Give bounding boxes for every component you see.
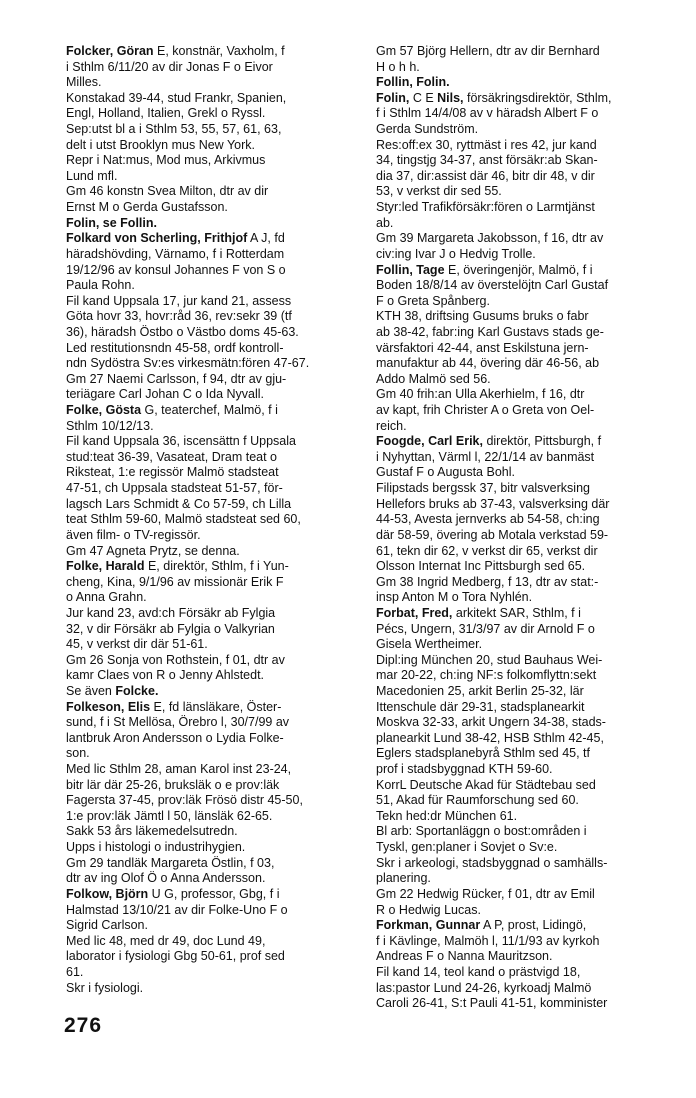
text-line: [376, 153, 672, 169]
entry-text: Med lic 48, med dr 49, doc Lund 49,: [66, 933, 266, 948]
entry-text: direktör, Pittsburgh, f: [482, 434, 602, 449]
entry-text: KorrL Deutsche Akad für Städtebau sed: [376, 777, 596, 792]
entry-text: civ:ing Ivar J o Hedvig Trolle.: [376, 246, 536, 261]
entry-name: Folkard von Scherling, Frithjof: [66, 231, 248, 246]
entry-text: Olsson Internat Inc Pittsburgh sed 65.: [376, 559, 586, 574]
entry-text: lagsch Lars Schmidt & Co 57-59, ch Lilla: [66, 496, 292, 511]
text-line: [66, 419, 362, 435]
entry-name: Folcke.: [115, 683, 159, 698]
text-line: [66, 809, 362, 825]
entry-text: 32, v dir Försäkr ab Fylgia o Valkyrian: [66, 621, 275, 636]
entry-text: 45, v verkst dir där 51-61.: [66, 637, 208, 652]
text-line: [66, 653, 362, 669]
text-line: [66, 60, 362, 76]
entry-text: Led restitutionsndn 45-58, ordf kontroll-: [66, 340, 284, 355]
entry-text: las:pastor Lund 24-26, kyrkoadj Malmö: [376, 980, 592, 995]
entry-text: även film- o TV-regissör.: [66, 527, 201, 542]
entry-text: E, konstnär, Vaxholm, f: [153, 44, 285, 58]
entry-text: Pécs, Ungern, 31/3/97 av dir Arnold F o: [376, 621, 595, 636]
text-line: [376, 762, 672, 778]
text-line: [376, 169, 672, 185]
text-line: [66, 840, 362, 856]
entry-text: dtr av ing Olof Ö o Anna Andersson.: [66, 871, 266, 886]
entry-text: Ittenschule där 29-31, stadsplanearkit: [376, 699, 585, 714]
text-line: [376, 325, 672, 341]
entry-name: Forbat, Fred,: [376, 605, 453, 620]
entry-text: Sep:utst bl a i Sthlm 53, 55, 57, 61, 63,: [66, 122, 282, 137]
entry-text: C E: [412, 90, 438, 105]
text-line: [376, 934, 672, 950]
text-line: [66, 544, 362, 560]
text-line: [66, 247, 362, 263]
entry-text: Bl arb: Sportanläggn o bost:områden i: [376, 824, 587, 839]
text-line: [66, 91, 362, 107]
text-line: [376, 91, 672, 107]
entry-text: Gm 29 tandläk Margareta Östlin, f 03,: [66, 855, 275, 870]
entry-text: Fil kand 14, teol kand o prästvigd 18,: [376, 964, 581, 979]
entry-text: Sigrid Carlson.: [66, 918, 148, 933]
text-line: [376, 309, 672, 325]
text-line: [66, 403, 362, 419]
text-line: [376, 653, 672, 669]
entry-text: E, fd länsläkare, Öster-: [150, 699, 282, 714]
entry-text: Ernst M o Gerda Gustafsson.: [66, 200, 228, 215]
entry-text: delt i utst Brooklyn mus New York.: [66, 137, 255, 152]
entry-text: Med lic Sthlm 28, aman Karol inst 23-24,: [66, 762, 292, 777]
entry-text: Caroli 26-41, S:t Pauli 41-51, komminister: [376, 996, 608, 1011]
entry-text: Boden 18/8/14 av överstelöjtn Carl Gustaf: [376, 278, 609, 293]
text-line: [376, 684, 672, 700]
text-line: [66, 278, 362, 294]
entry-text: Engl, Holland, Italien, Grekl o Ryssl.: [66, 106, 266, 121]
text-line: [66, 856, 362, 872]
entry-text: Sthlm 10/12/13.: [66, 418, 154, 433]
entry-name: Folke, Harald: [66, 559, 145, 574]
entry-name: Folin,: [376, 90, 413, 105]
entry-text: Filipstads bergssk 37, bitr valsverksing: [376, 481, 590, 496]
text-line: [376, 778, 672, 794]
entry-text: teriägare Carl Johan C o Ida Nyvall.: [66, 387, 265, 402]
entry-text: Jur kand 23, avd:ch Försäkr ab Fylgia: [66, 605, 276, 620]
text-line: [66, 684, 362, 700]
text-line: [376, 871, 672, 887]
entry-text: G, teaterchef, Malmö, f i: [141, 403, 278, 418]
entry-text: Dipl:ing München 20, stud Bauhaus Wei-: [376, 652, 603, 667]
entry-text: Gm 46 konstn Svea Milton, dtr av dir: [66, 184, 269, 199]
entry-text: Gm 38 Ingrid Medberg, f 13, dtr av stat:-: [376, 574, 599, 589]
text-line: [376, 356, 672, 372]
text-line: [66, 481, 362, 497]
text-line: [66, 668, 362, 684]
entry-text: Skr i fysiologi.: [66, 980, 144, 995]
entry-text: teat Sthlm 59-60, Malmö stadsteat sed 60,: [66, 512, 301, 527]
entry-text: R o Hedwig Lucas.: [376, 902, 481, 917]
text-line: [66, 622, 362, 638]
text-line: [376, 372, 672, 388]
text-line: [66, 200, 362, 216]
text-line: [66, 700, 362, 716]
entry-text: laborator i fysiologi Gbg 50-61, prof sed: [66, 949, 285, 964]
text-line: [66, 606, 362, 622]
text-line: [376, 590, 672, 606]
text-line: [66, 294, 362, 310]
entry-name: Folcker, Göran: [66, 44, 154, 58]
text-line: [66, 575, 362, 591]
entry-text: 19/12/96 av konsul Johannes F von S o: [66, 262, 286, 277]
text-line: [66, 169, 362, 185]
text-line: [66, 746, 362, 762]
text-line: [376, 637, 672, 653]
text-line: [376, 981, 672, 997]
entry-name: Folke, Gösta: [66, 403, 142, 418]
text-line: [66, 184, 362, 200]
right-column: [376, 44, 672, 1012]
entry-text: Gm 57 Björg Hellern, dtr av dir Bernhard: [376, 44, 600, 58]
text-line: [66, 871, 362, 887]
entry-text: Andreas F o Nanna Mauritzson.: [376, 949, 553, 964]
entry-name: Nils,: [437, 90, 464, 105]
entry-text: mar 20-22, ch:ing NF:s folkomflyttn:sekt: [376, 668, 597, 683]
entry-text: Fil kand Uppsala 17, jur kand 21, assess: [66, 293, 292, 308]
entry-text: A P, prost, Lidingö,: [480, 918, 587, 933]
entry-text: försäkringsdirektör, Sthlm,: [463, 90, 612, 105]
entry-text: Tekn hed:dr München 61.: [376, 808, 518, 823]
entry-text: 44-53, Avesta jernverks ab 54-58, ch:ing: [376, 512, 600, 527]
entry-text: Gm 47 Agneta Prytz, se denna.: [66, 543, 240, 558]
entry-text: Fil kand Uppsala 36, iscensättn f Uppsala: [66, 434, 296, 449]
entry-text: Tyskl, gen:planer i Sovjet o Sv:e.: [376, 840, 558, 855]
text-line: [66, 981, 362, 997]
text-line: [66, 590, 362, 606]
entry-text: Gm 40 frih:an Ulla Akerhielm, f 16, dtr: [376, 387, 585, 402]
text-line: [376, 903, 672, 919]
entry-text: 47-51, ch Uppsala stadsteat 51-57, för-: [66, 481, 283, 496]
text-line: [376, 341, 672, 357]
text-line: [376, 465, 672, 481]
text-line: [376, 138, 672, 154]
text-line: [376, 44, 672, 60]
entry-text: planering.: [376, 871, 431, 886]
entry-text: Gm 39 Margareta Jakobsson, f 16, dtr av: [376, 231, 604, 246]
text-line: [376, 965, 672, 981]
entry-text: Macedonien 25, arkit Berlin 25-32, lär: [376, 683, 584, 698]
entry-text: 36), häradsh Östbo o Västbo doms 45-63.: [66, 324, 299, 339]
entry-text: Skr i arkeologi, stadsbyggnad o samhälls-: [376, 855, 608, 870]
text-line: [66, 450, 362, 466]
text-line: [66, 372, 362, 388]
text-line: [376, 106, 672, 122]
text-line: [376, 278, 672, 294]
entry-text: i Sthlm 6/11/20 av dir Jonas F o Eivor: [66, 59, 273, 74]
entry-text: Göta hovr 33, hovr:råd 36, rev:sekr 39 (tf: [66, 309, 292, 324]
text-line: [66, 497, 362, 513]
text-line: [376, 60, 672, 76]
text-line: [66, 559, 362, 575]
text-line: [376, 700, 672, 716]
entry-text: Sakk 53 års läkemedelsutredn.: [66, 824, 238, 839]
text-line: [376, 200, 672, 216]
entry-text: i Nyhyttan, Värml l, 22/1/14 av banmäst: [376, 449, 595, 464]
entry-text: Gm 22 Hedwig Rücker, f 01, dtr av Emil: [376, 886, 595, 901]
entry-text: värsfaktori 42-44, anst Eskilstuna jern-: [376, 340, 589, 355]
text-line: [66, 824, 362, 840]
entry-text: ab.: [376, 215, 394, 230]
entry-name: Folin, se Follin.: [66, 215, 157, 230]
left-column: [66, 44, 362, 996]
entry-text: ab 38-42, fabr:ing Karl Gustavs stads ge-: [376, 324, 604, 339]
entry-text: Gisela Wertheimer.: [376, 637, 483, 652]
entry-text: Hellefors bruks ab 37-43, valsverksing där: [376, 496, 610, 511]
text-line: [376, 184, 672, 200]
text-line: [376, 824, 672, 840]
entry-name: Follin, Tage: [376, 262, 445, 277]
entry-text: insp Anton M o Tora Nyhlén.: [376, 590, 533, 605]
text-line: [376, 75, 672, 91]
entry-text: 51, Akad für Raumforschung sed 60.: [376, 793, 579, 808]
entry-text: Konstakad 39-44, stud Frankr, Spanien,: [66, 90, 287, 105]
entry-text: av kapt, frih Christer A o Greta von Oel-: [376, 403, 595, 418]
text-line: [376, 263, 672, 279]
text-line: [66, 309, 362, 325]
entry-text: Addo Malmö sed 56.: [376, 371, 491, 386]
entry-text: f i Kävlinge, Malmöh l, 11/1/93 av kyrkoh: [376, 933, 600, 948]
text-line: [376, 731, 672, 747]
entry-text: ndn Sydöstra Sv:es virkesmätn:fören 47-67.: [66, 356, 310, 371]
entry-text: lantbruk Aron Andersson o Lydia Folke-: [66, 730, 284, 745]
entry-text: E, direktör, Sthlm, f i Yun-: [144, 559, 289, 574]
entry-text: son.: [66, 746, 90, 761]
text-line: [376, 528, 672, 544]
text-line: [66, 778, 362, 794]
text-line: [376, 996, 672, 1012]
entry-text: 61.: [66, 964, 84, 979]
text-line: [66, 106, 362, 122]
text-line: [66, 512, 362, 528]
text-line: [66, 231, 362, 247]
text-line: [376, 512, 672, 528]
text-line: [376, 918, 672, 934]
entry-text: prof i stadsbyggnad KTH 59-60.: [376, 762, 553, 777]
text-line: [376, 575, 672, 591]
text-line: [66, 356, 362, 372]
entry-text: sund, f i St Mellösa, Örebro l, 30/7/99 av: [66, 715, 290, 730]
entry-text: Moskva 32-33, arkit Ungern 34-38, stads-: [376, 715, 606, 730]
entry-text: Styr:led Trafikförsäkr:fören o Larmtjänst: [376, 200, 595, 215]
text-line: [66, 793, 362, 809]
entry-text: F o Greta Spånberg.: [376, 293, 490, 308]
text-line: [376, 450, 672, 466]
entry-text: 34, tingstjg 34-37, anst försäkr:ab Skan-: [376, 153, 598, 168]
page-number: 276: [64, 1014, 103, 1037]
text-line: [376, 746, 672, 762]
text-line: [66, 887, 362, 903]
text-line: [66, 387, 362, 403]
text-line: [66, 465, 362, 481]
entry-text: Se även: [66, 683, 116, 698]
entry-text: planearkit Lund 38-42, HSB Sthlm 42-45,: [376, 730, 604, 745]
entry-name: Forkman, Gunnar: [376, 918, 481, 933]
text-line: [66, 138, 362, 154]
text-line: [376, 231, 672, 247]
text-line: [66, 325, 362, 341]
entry-text: Gm 27 Naemi Carlsson, f 94, dtr av gju-: [66, 371, 287, 386]
entry-text: Milles.: [66, 75, 102, 90]
text-line: [66, 528, 362, 544]
text-line: [376, 622, 672, 638]
entry-text: f i Sthlm 14/4/08 av v häradsh Albert F o: [376, 106, 599, 121]
entry-text: A J, fd: [247, 231, 285, 246]
entry-text: Paula Rohn.: [66, 278, 135, 293]
text-line: [376, 247, 672, 263]
entry-text: där 58-59, övering ab Motala verkstad 59-: [376, 527, 609, 542]
text-line: [376, 544, 672, 560]
entry-text: Riksteat, 1:e regissör Malmö stadsteat: [66, 465, 279, 480]
entry-text: häradshövding, Värnamo, f i Rotterdam: [66, 246, 285, 261]
entry-text: reich.: [376, 418, 407, 433]
entry-text: Lund mfl.: [66, 168, 118, 183]
text-line: [66, 263, 362, 279]
entry-text: stud:teat 36-39, Vasateat, Dram teat o: [66, 449, 277, 464]
entry-text: U G, professor, Gbg, f i: [148, 886, 280, 901]
entry-text: Res:off:ex 30, ryttmäst i res 42, jur kand: [376, 137, 597, 152]
text-line: [376, 949, 672, 965]
entry-text: Repr i Nat:mus, Mod mus, Arkivmus: [66, 153, 266, 168]
entry-name: Folkeson, Elis: [66, 699, 151, 714]
text-line: [66, 75, 362, 91]
entry-text: Upps i histologi o industrihygien.: [66, 840, 246, 855]
text-line: [376, 419, 672, 435]
text-line: [66, 637, 362, 653]
text-line: [66, 918, 362, 934]
text-line: [376, 122, 672, 138]
entry-text: kamr Claes von R o Jenny Ahlstedt.: [66, 668, 265, 683]
text-line: [376, 559, 672, 575]
text-line: [66, 949, 362, 965]
text-line: [376, 668, 672, 684]
entry-text: Eglers stadsplanebyrå Sthlm sed 45, tf: [376, 746, 591, 761]
text-line: [376, 793, 672, 809]
text-line: [376, 481, 672, 497]
text-line: [66, 341, 362, 357]
text-line: [376, 434, 672, 450]
text-line: [66, 715, 362, 731]
entry-text: cheng, Kina, 9/1/96 av missionär Erik F: [66, 574, 284, 589]
text-line: [66, 934, 362, 950]
entry-text: 1:e prov:läk Jämtl l 50, länsläk 62-65.: [66, 808, 273, 823]
text-line: [66, 122, 362, 138]
entry-text: bitr lär där 25-26, bruksläk o e prov:läk: [66, 777, 280, 792]
text-line: [66, 153, 362, 169]
text-line: [376, 294, 672, 310]
entry-name: Follin, Folin.: [376, 75, 450, 90]
text-line: [66, 965, 362, 981]
entry-text: Gerda Sundström.: [376, 122, 479, 137]
entry-text: Fagersta 37-45, prov:läk Frösö distr 45-50,: [66, 793, 303, 808]
text-line: [66, 731, 362, 747]
text-line: [376, 216, 672, 232]
entry-text: KTH 38, driftsing Gusums bruks o fabr: [376, 309, 589, 324]
text-line: [376, 387, 672, 403]
entry-text: 61, tekn dir 62, v verkst dir 65, verkst dir: [376, 543, 598, 558]
entry-name: Foogde, Carl Erik,: [376, 434, 483, 449]
text-line: [66, 762, 362, 778]
entry-text: E, överingenjör, Malmö, f i: [444, 262, 593, 277]
entry-text: Halmstad 13/10/21 av dir Folke-Uno F o: [66, 902, 288, 917]
text-line: [376, 856, 672, 872]
text-line: [376, 497, 672, 513]
text-line: [376, 403, 672, 419]
text-line: [376, 887, 672, 903]
text-line: [376, 715, 672, 731]
text-line: [376, 809, 672, 825]
entry-text: manufaktur ab 44, övering där 46-56, ab: [376, 356, 600, 371]
text-line: [66, 44, 362, 60]
text-line: [66, 903, 362, 919]
text-line: [66, 434, 362, 450]
entry-text: dia 37, dir:assist där 46, bitr dir 48, v dir: [376, 168, 595, 183]
entry-text: H o h h.: [376, 59, 420, 74]
entry-text: Gm 26 Sonja von Rothstein, f 01, dtr av: [66, 652, 285, 667]
text-line: [376, 606, 672, 622]
text-line: [376, 840, 672, 856]
entry-text: Gustaf F o Augusta Bohl.: [376, 465, 515, 480]
entry-text: arkitekt SAR, Sthlm, f i: [452, 605, 581, 620]
entry-text: 53, v verkst dir sed 55.: [376, 184, 502, 199]
entry-name: Folkow, Björn: [66, 886, 149, 901]
text-line: [66, 216, 362, 232]
entry-text: o Anna Grahn.: [66, 590, 147, 605]
